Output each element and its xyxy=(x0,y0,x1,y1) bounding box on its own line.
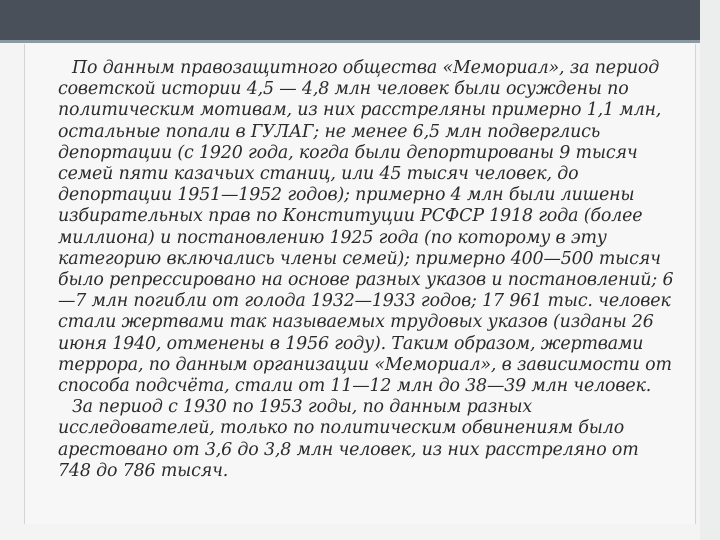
header-divider xyxy=(0,40,720,43)
slide-right-band xyxy=(700,0,720,540)
paragraph-arrests-1930-1953: За период с 1930 по 1953 годы, по данным разных исследователей, только по политическим обвинениям было арестовано от 3,6 до 3,8 млн человек, из них расстреляно от 748 до 786 тысяч. xyxy=(58,397,639,481)
slide-text xyxy=(58,58,674,482)
paragraph-memorial-stats: По данным правозащитного общества «Мемориал», за период советской истории 4,5 — 4,8 млн человек были осуждены по политическим мотивам, из них расстреляны примерно 1,1 млн, остальные попали в ГУЛАГ; не менее 6,5 млн подверглись депортации (с 1920 года, когда были депортированы 9 тысяч семей пяти казачьих станиц, или 45 тысяч человек, до депортации 1951—1952 годов); примерно 4 млн были лишены избирательных прав по Конституции РСФСР 1918 года (более миллиона) и постановлению 1925 года (по которому в эту категорию включались члены семей); примерно 400—500 тысяч было репрессировано на основе разных указов и постановлений; 6 —7 млн погибли от голода 1932—1933 годов; 17 961 тыс. человек стали жертвами так называемых трудовых указов (изданы 26 июня 1940, отменены в 1956 году). Таким образом, жертвами террора, по данным организации «Мемориал», в зависимости от способа подсчёта, стали от 11—12 млн до 38—39 млн человек. xyxy=(58,58,674,397)
slide-header-bar xyxy=(0,0,720,40)
